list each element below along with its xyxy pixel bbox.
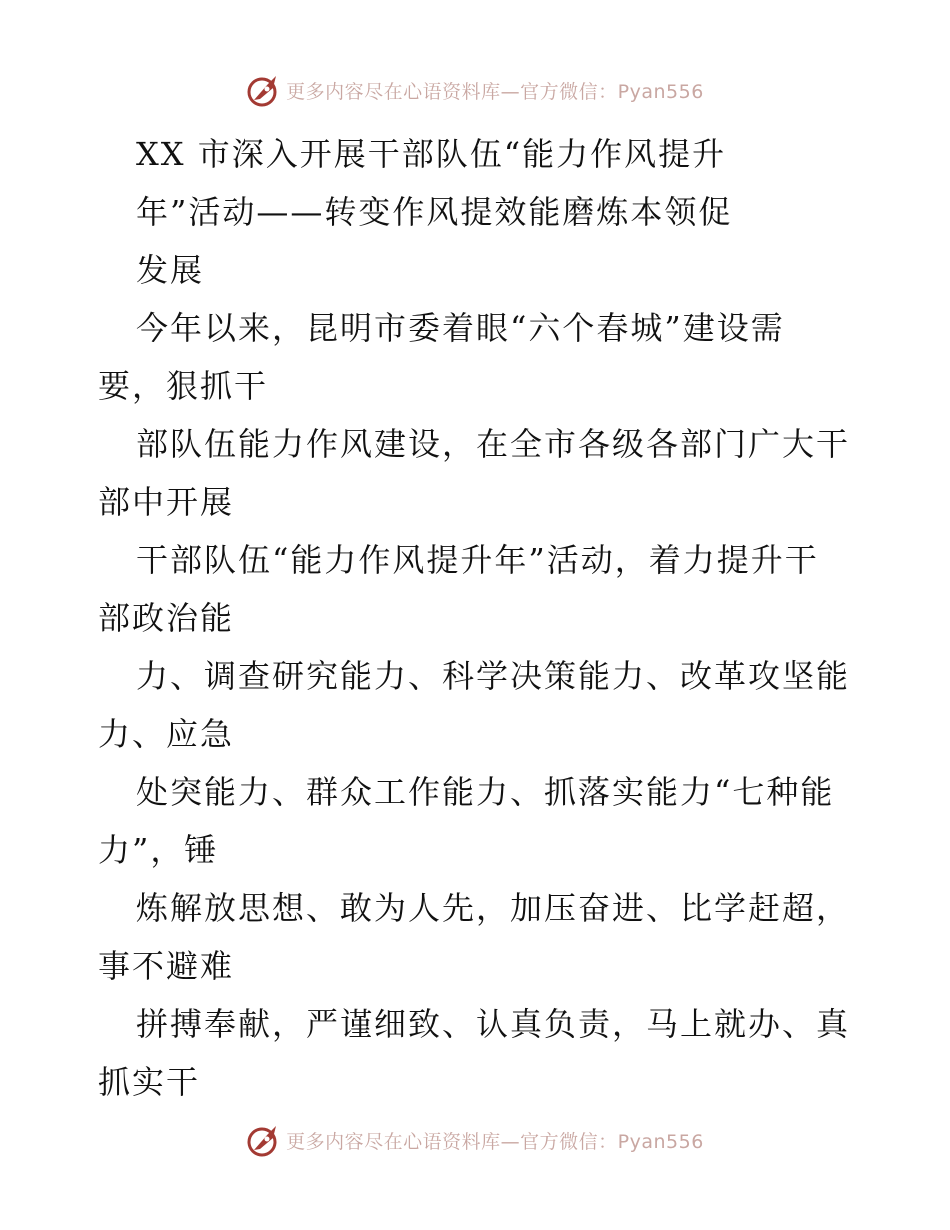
body-line: 力、调查研究能力、科学决策能力、改革攻坚能 — [136, 657, 851, 695]
document-title — [98, 125, 858, 299]
watermark-text: 更多内容尽在心语资料库—官方微信：Pyan556 — [286, 80, 704, 103]
document-page — [98, 125, 858, 1111]
body-line: 事不避难 — [98, 947, 235, 985]
body-line: 部中开展 — [98, 483, 235, 521]
body-line: 今年以来，昆明市委着眼“六个春城”建设需 — [136, 309, 785, 347]
watermark-banner-top — [0, 70, 950, 110]
document-body — [98, 299, 858, 1111]
pen-nib-circle-icon — [246, 1122, 282, 1158]
body-line: 部队伍能力作风建设，在全市各级各部门广大干 — [136, 425, 851, 463]
body-line: 力、应急 — [98, 715, 235, 753]
body-line: 部政治能 — [98, 599, 235, 637]
body-line: 处突能力、群众工作能力、抓落实能力“七种能 — [136, 773, 835, 811]
body-line: 拼搏奉献，严谨细致、认真负责，马上就办、真 — [136, 1005, 851, 1043]
body-line: 力”，锤 — [98, 831, 219, 869]
body-line: 抓实干 — [98, 1063, 201, 1101]
body-line: 炼解放思想、敢为人先，加压奋进、比学赶超， — [136, 889, 851, 927]
title-line: XX 市深入开展干部队伍“能力作风提升 — [136, 135, 727, 173]
pen-nib-circle-icon — [246, 72, 282, 108]
watermark-text: 更多内容尽在心语资料库—官方微信：Pyan556 — [286, 1130, 704, 1153]
body-line: 要，狠抓干 — [98, 367, 269, 405]
title-line: 发展 — [136, 251, 205, 289]
title-line: 年”活动——转变作风提效能磨炼本领促 — [136, 193, 733, 231]
watermark-banner-bottom — [0, 1120, 950, 1160]
body-line: 干部队伍“能力作风提升年”活动，着力提升干 — [136, 541, 819, 579]
